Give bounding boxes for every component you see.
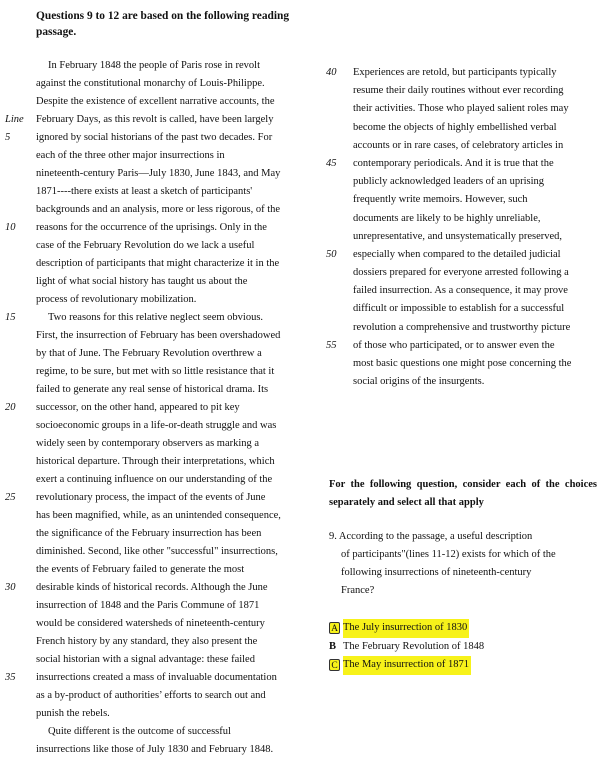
- passage-line-text: social historian with a signal advantage: these failed: [36, 654, 255, 665]
- passage-line-text: successor, on the other hand, appeared to pit key: [36, 402, 240, 413]
- passage-line-text: documents are likely to be highly unreliable,: [353, 212, 541, 224]
- passage-line: [353, 119, 601, 137]
- passage-line: [36, 723, 304, 741]
- passage-line-text: diminished. Second, like other "successful" insurrections,: [36, 546, 278, 557]
- choice-label: The February Revolution of 1848: [343, 640, 485, 652]
- passage-line: [353, 210, 601, 228]
- passage-line-text: as a by-product of authorities’ efforts to search out and: [36, 690, 266, 701]
- passage-line: [36, 93, 304, 111]
- choice-a[interactable]: [329, 619, 599, 638]
- passage-line-text: Despite the existence of excellent narrative accounts, the: [36, 96, 275, 107]
- passage-line-text: dossiers prepared for everyone arrested following a: [353, 267, 569, 279]
- passage-line-text: reasons for the occurrence of the uprisings. Only in the: [36, 222, 267, 233]
- passage-line: [36, 651, 304, 669]
- passage-line-text: would be considered watersheds of nineteenth-century: [36, 618, 265, 629]
- passage-line-text: case of the February Revolution do we lack a useful: [36, 240, 255, 251]
- question-line: of participants"(lines 11-12) exists for which of the: [341, 549, 556, 560]
- passage-line-text: Quite different is the outcome of successful: [48, 726, 231, 737]
- passage-line-text: nineteenth-century Paris—July 1830, June 1843, and May: [36, 168, 281, 179]
- passage-line-text: In February 1848 the people of Paris rose in revolt: [48, 60, 260, 71]
- passage-line-text: French history by any standard, they also present the: [36, 636, 258, 647]
- passage-right-column: [326, 64, 601, 391]
- passage-line: [353, 264, 601, 282]
- passage-line: [36, 327, 304, 345]
- header-line-2: passage.: [36, 25, 77, 38]
- passage-line: [5, 129, 304, 147]
- passage-line-text: Experiences are retold, but participants typically: [353, 67, 557, 78]
- header-line-1: Questions 9 to 12 are based on the following reading: [36, 10, 290, 22]
- passage-line-text: by that of June. The February Revolution overthrew a: [36, 348, 262, 359]
- passage-line-text: regime, to be sure, but met with so little resistance that it: [36, 366, 275, 377]
- passage-line-text: accounts or in rare cases, of celebratory articles in: [353, 139, 564, 151]
- passage-line: [5, 111, 304, 129]
- line-number: 25: [5, 492, 16, 503]
- line-number: 10: [5, 222, 16, 233]
- passage-line: [5, 489, 304, 507]
- answer-choices: [329, 619, 599, 675]
- choice-b[interactable]: [329, 638, 599, 657]
- line-number: 40: [326, 67, 337, 78]
- choice-c[interactable]: [329, 656, 599, 675]
- passage-line: [353, 191, 601, 209]
- line-number: 30: [5, 582, 16, 593]
- passage-line: [326, 64, 601, 82]
- passage-line: [5, 399, 304, 417]
- passage-line-text: insurrection of 1848 and the Paris Commune of 1871: [36, 600, 260, 611]
- passage-line: [36, 543, 304, 561]
- passage-line: [36, 417, 304, 435]
- passage-line-text: has been magnified, while, as an unintended consequence,: [36, 510, 281, 521]
- passage-line-text: exert a continuing influence on our understanding of the: [36, 474, 273, 485]
- passage-line: [36, 633, 304, 651]
- passage-line-text: contemporary periodicals. And it is true that the: [353, 157, 554, 169]
- passage-line: [5, 219, 304, 237]
- passage-line-text: resume their daily routines without ever recording: [353, 85, 564, 97]
- passage-line: [36, 453, 304, 471]
- passage-line: [36, 291, 304, 309]
- passage-line-text: punish the rebels.: [36, 708, 110, 719]
- passage-left-column: [5, 57, 304, 759]
- passage-line-text: ignored by social historians of the past two decades. For: [36, 132, 273, 143]
- question-stem: [329, 528, 599, 600]
- choice-label: The July insurrection of 1830: [343, 619, 469, 638]
- line-number: 45: [326, 157, 337, 169]
- question-line: following insurrections of nineteenth-century: [341, 567, 532, 578]
- passage-line-text: become the objects of highly embellished verbal: [353, 121, 557, 133]
- checkbox-icon[interactable]: C: [329, 659, 340, 671]
- passage-line: [36, 273, 304, 291]
- passage-line-text: insurrections like those of July 1830 and February 1848.: [36, 744, 274, 755]
- passage-line-text: First, the insurrection of February has been overshadowed: [36, 330, 281, 341]
- passage-line: [36, 507, 304, 525]
- passage-line: [326, 155, 601, 173]
- passage-line: [36, 237, 304, 255]
- passage-line: [36, 525, 304, 543]
- passage-line: [353, 319, 601, 337]
- passage-line: [36, 363, 304, 381]
- passage-header: [36, 9, 298, 40]
- line-number: 20: [5, 402, 16, 413]
- passage-line-text: desirable kinds of historical records. Although the June: [36, 582, 268, 593]
- question-line: France?: [341, 585, 375, 596]
- passage-line-text: historical departure. Through their interpretations, which: [36, 456, 275, 467]
- passage-line: [353, 137, 601, 155]
- passage-line: [36, 75, 304, 93]
- passage-line: [36, 561, 304, 579]
- line-number: 5: [5, 132, 11, 143]
- passage-line-text: most basic questions one might pose concerning the: [353, 358, 572, 369]
- line-number: 55: [326, 339, 337, 351]
- passage-line-text: backgrounds and an analysis, more or less rigorous, of the: [36, 204, 281, 215]
- passage-line-text: Two reasons for this relative neglect seem obvious.: [48, 312, 264, 323]
- passage-line-text: failed to generate any real sense of historical drama. Its: [36, 384, 269, 395]
- passage-line: [353, 100, 601, 118]
- passage-line-text: light of what social history has taught us about the: [36, 276, 248, 287]
- passage-line: [36, 687, 304, 705]
- choice-label: The May insurrection of 1871: [343, 656, 471, 675]
- passage-line: [5, 309, 304, 327]
- passage-line: [36, 255, 304, 273]
- passage-line: [326, 337, 601, 355]
- passage-line: [36, 147, 304, 165]
- passage-line: [36, 471, 304, 489]
- passage-line-text: February Days, as this revolt is called, have been largely: [36, 114, 274, 125]
- passage-line: [5, 669, 304, 687]
- passage-line-text: their activities. Those who played salient roles may: [353, 103, 569, 115]
- passage-line-text: 1871----there exists at least a sketch of participants': [36, 186, 253, 197]
- passage-line: [36, 615, 304, 633]
- line-number: 35: [5, 672, 16, 683]
- passage-line-text: revolutionary process, the impact of the events of June: [36, 492, 266, 503]
- passage-line: [353, 355, 601, 373]
- passage-line-text: the significance of the February insurrection has been: [36, 528, 262, 539]
- line-number: Line: [5, 114, 24, 125]
- passage-line-text: of those who participated, or to answer even the: [353, 339, 555, 351]
- passage-line-text: widely seen by contemporary observers as marking a: [36, 438, 260, 449]
- passage-line: [326, 246, 601, 264]
- passage-line-text: each of the three other major insurrections in: [36, 150, 225, 161]
- passage-line-text: insurrections created a mass of invaluable documentation: [36, 672, 277, 683]
- question-line: 9. According to the passage, a useful description: [329, 531, 533, 542]
- passage-line-text: unrepresentative, and unsystematically preserved,: [353, 230, 563, 242]
- passage-line: [353, 373, 601, 391]
- choice-letter[interactable]: B: [329, 640, 337, 652]
- passage-line: [36, 705, 304, 723]
- passage-line-text: the events of February failed to generate the most: [36, 564, 245, 575]
- passage-line: [36, 165, 304, 183]
- passage-line: [36, 183, 304, 201]
- passage-line: [353, 82, 601, 100]
- line-number: 50: [326, 248, 337, 260]
- passage-line-text: description of participants that might characterize it in the: [36, 258, 280, 269]
- passage-line-text: difficult or impossible to establish for a successful: [353, 303, 565, 315]
- passage-line: [353, 282, 601, 300]
- passage-line-text: revolution a comprehensive and trustworthy picture: [353, 321, 571, 333]
- passage-line-text: social origins of the insurgents.: [353, 376, 485, 388]
- passage-line-text: publicly acknowledged leaders of an uprising: [353, 176, 544, 188]
- passage-line: [36, 381, 304, 399]
- passage-line: [353, 300, 601, 318]
- passage-line: [5, 579, 304, 597]
- passage-line: [36, 435, 304, 453]
- passage-line-text: socioeconomic groups in a life-or-death struggle and was: [36, 420, 277, 431]
- instruction-text: For the following question, consider each of the choices separately and select all that apply: [329, 479, 597, 508]
- passage-line: [36, 201, 304, 219]
- passage-line: [36, 597, 304, 615]
- passage-line: [36, 57, 304, 75]
- checkbox-icon[interactable]: A: [329, 622, 340, 634]
- passage-line-text: against the constitutional monarchy of Louis-Philippe.: [36, 78, 265, 89]
- passage-line-text: especially when compared to the detailed judicial: [353, 248, 561, 260]
- passage-line-text: process of revolutionary mobilization.: [36, 294, 197, 305]
- passage-line: [353, 228, 601, 246]
- line-number: 15: [5, 312, 16, 323]
- passage-line: [36, 741, 304, 759]
- passage-line: [353, 173, 601, 191]
- passage-line: [36, 345, 304, 363]
- passage-line-text: frequently write memoirs. However, such: [353, 194, 528, 206]
- passage-line-text: failed insurrection. As a consequence, it may prove: [353, 285, 568, 297]
